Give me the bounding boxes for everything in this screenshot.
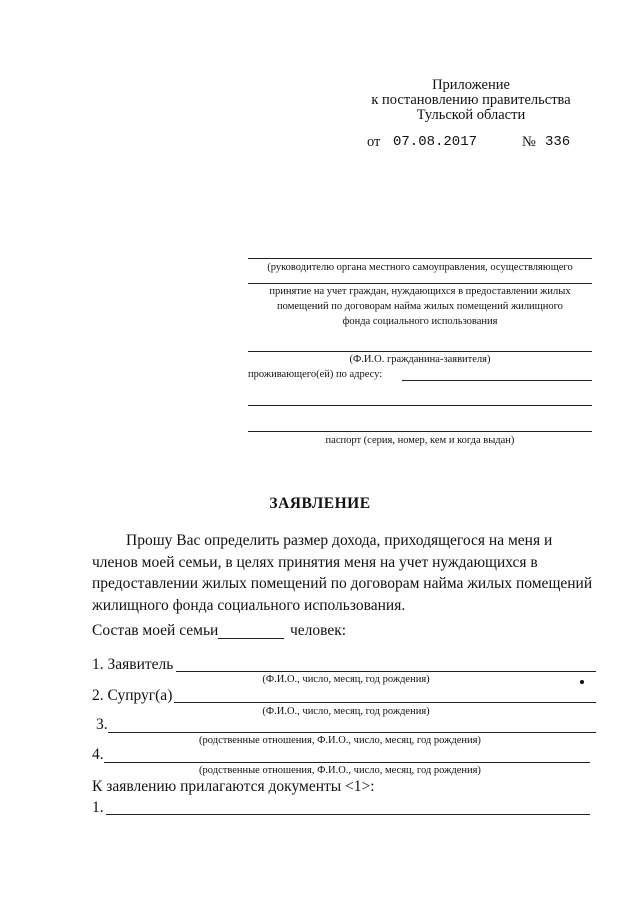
addressee-line-1 xyxy=(248,258,592,259)
attachment-item-line xyxy=(106,814,590,815)
address-line-1 xyxy=(402,380,592,381)
family-row-label: 1. Заявитель xyxy=(92,656,174,673)
family-row-hint: (Ф.И.О., число, месяц, год рождения) xyxy=(262,674,430,685)
family-row-label: 2. Супруг(а) xyxy=(92,687,173,704)
dot-mark-icon xyxy=(580,680,584,684)
family-row-line xyxy=(104,762,590,763)
residing-label: проживающего(ей) по адресу: xyxy=(248,369,383,380)
address-line-2 xyxy=(248,405,592,406)
addressee-line-2 xyxy=(248,283,592,284)
family-row-label: 3. xyxy=(96,716,108,733)
attachment-item-label: 1. xyxy=(92,799,104,816)
decree-number: 336 xyxy=(545,134,571,150)
addressee-hint-4: фонда социального использования xyxy=(342,316,498,327)
addressee-hint-3: помещений по договорам найма жилых помещений жилищного xyxy=(277,301,563,312)
family-row-hint: (Ф.И.О., число, месяц, год рождения) xyxy=(262,706,430,717)
request-text: Прошу Вас определить размер дохода, приходящегося на меня и членов моей семьи, в целях принятия меня на учет нуждающихся в предоставлении жилых помещений по договорам найма жилых помещений жилищного фонда социального использования. xyxy=(92,532,593,614)
family-count-line xyxy=(218,638,284,639)
fio-line xyxy=(248,351,592,352)
document-title: ЗАЯВЛЕНИЕ xyxy=(269,495,371,512)
family-row-hint: (родственные отношения, Ф.И.О., число, месяц, год рождения) xyxy=(199,765,481,776)
family-row-line xyxy=(174,702,596,703)
appendix-line-3: Тульской области xyxy=(416,107,526,123)
addressee-hint-1: (руководителю органа местного самоуправления, осуществляющего xyxy=(267,262,573,273)
family-row-line xyxy=(176,671,596,672)
addressee-hint-2: принятие на учет граждан, нуждающихся в предоставлении жилых xyxy=(269,286,571,297)
fio-hint: (Ф.И.О. гражданина-заявителя) xyxy=(349,354,491,365)
address-line-3 xyxy=(248,431,592,432)
family-label-end: человек: xyxy=(290,622,347,639)
family-label-start: Состав моей семьи xyxy=(92,622,219,639)
passport-hint: паспорт (серия, номер, кем и когда выдан) xyxy=(325,435,515,446)
decree-from-label: от xyxy=(367,134,381,150)
family-row-hint: (родственные отношения, Ф.И.О., число, месяц, год рождения) xyxy=(199,735,481,746)
family-row-line xyxy=(108,732,596,733)
family-row-label: 4. xyxy=(92,746,104,763)
decree-date: 07.08.2017 xyxy=(393,134,478,150)
appendix-line-2: к постановлению правительства xyxy=(371,92,571,108)
attachments-label: К заявлению прилагаются документы <1>: xyxy=(92,778,375,795)
appendix-line-1: Приложение xyxy=(432,77,510,93)
appendix-header xyxy=(360,78,582,123)
decree-number-sign: № xyxy=(522,134,536,150)
